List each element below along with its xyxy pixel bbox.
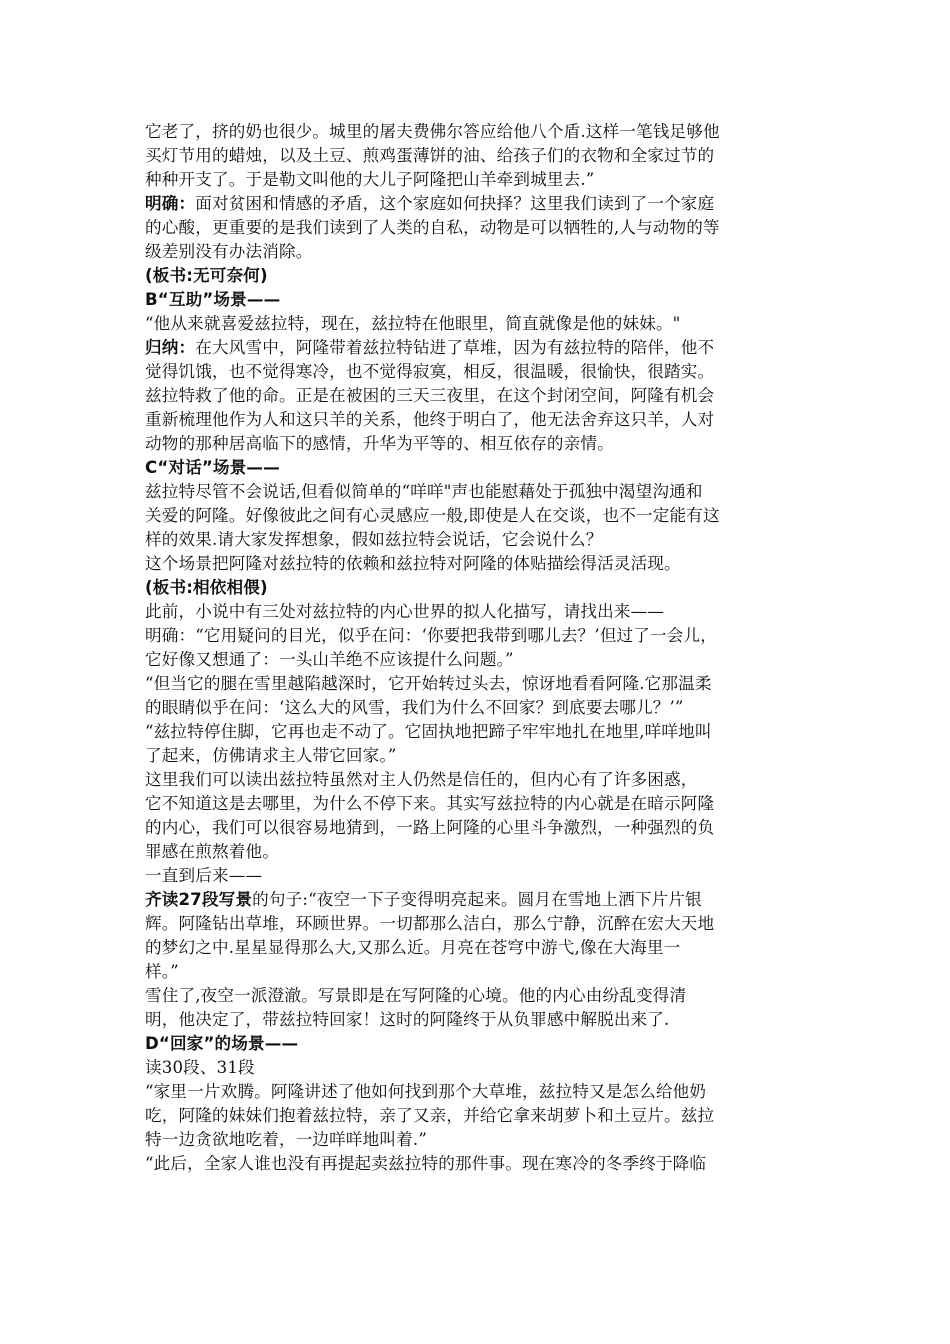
line-text: 明确：“它用疑问的目光，似乎在问：‘你要把我带到哪儿去？’但过了一会儿，	[145, 626, 718, 645]
text-line	[145, 600, 813, 624]
text-line	[145, 888, 813, 912]
text-line	[145, 120, 813, 144]
bold-label: (板书:无可奈何)	[145, 266, 268, 285]
text-line	[145, 1080, 813, 1104]
line-text: 这个场景把阿隆对兹拉特的依赖和兹拉特对阿隆的体贴描绘得活灵活现。	[145, 554, 681, 573]
line-text: 明，他决定了，带兹拉特回家！这时的阿隆终于从负罪感中解脱出来了.	[145, 1010, 670, 1029]
text-line	[145, 792, 813, 816]
line-text: 的内心，我们可以很容易地猜到，一路上阿隆的心里斗争激烈，一种强烈的负	[145, 818, 715, 837]
text-line	[145, 960, 813, 984]
text-line	[145, 840, 813, 864]
text-line	[145, 624, 813, 648]
text-line	[145, 696, 813, 720]
line-text: “家里一片欢腾。阿隆讲述了他如何找到那个大草堆，兹拉特又是怎么给他奶	[145, 1082, 707, 1101]
line-text: 读30段、31段	[145, 1058, 255, 1077]
line-text: 这里我们可以读出兹拉特虽然对主人仍然是信任的，但内心有了许多困惑，	[145, 770, 698, 789]
text-line	[145, 312, 813, 336]
text-line	[145, 1104, 813, 1128]
text-line	[145, 936, 813, 960]
text-line	[145, 240, 813, 264]
line-text: 样。”	[145, 962, 179, 981]
text-line	[145, 432, 813, 456]
text-line	[145, 168, 813, 192]
text-line	[145, 480, 813, 504]
line-text: 觉得饥饿，也不觉得寒冷，也不觉得寂寞，相反，很温暖，很愉快，很踏实。	[145, 362, 715, 381]
line-text: 它老了，挤的奶也很少。城里的屠夫费佛尔答应给他八个盾.这样一笔钱足够他	[145, 122, 720, 141]
line-text: 的眼睛似乎在问：‘这么大的风雪，我们为什么不回家？到底要去哪儿？’”	[145, 698, 684, 717]
bold-label: (板书:相依相偎)	[145, 578, 268, 597]
line-text: 它不知道这是去哪里，为什么不停下来。其实写兹拉特的内心就是在暗示阿隆	[145, 794, 715, 813]
line-text: 它好像又想通了：一头山羊绝不应该提什么问题。”	[145, 650, 514, 669]
text-line	[145, 984, 813, 1008]
line-text: “但当它的腿在雪里越陷越深时，它开始转过头去，惊讶地看看阿隆.它那温柔	[145, 674, 712, 693]
text-line	[145, 336, 813, 360]
line-text: 一直到后来——	[145, 866, 263, 885]
line-text: 面对贫困和情感的矛盾，这个家庭如何抉择？这里我们读到了一个家庭	[195, 194, 715, 213]
text-line	[145, 912, 813, 936]
line-text: 辉。阿隆钻出草堆，环顾世界。一切都那么洁白，那么宁静，沉醉在宏大天地	[145, 914, 715, 933]
line-text: “此后，全家人谁也没有再提起卖兹拉特的那件事。现在寒冷的冬季终于降临	[145, 1154, 707, 1173]
text-line	[145, 1152, 813, 1176]
line-text: 的梦幻之中.星星显得那么大,又那么近。月亮在苍穹中游弋,像在大海里一	[145, 938, 681, 957]
line-text: “他从来就喜爱兹拉特，现在，兹拉特在他眼里，简直就像是他的妹妹。"	[145, 314, 681, 333]
line-text: 买灯节用的蜡烛，以及土豆、煎鸡蛋薄饼的油、给孩子们的衣物和全家过节的	[145, 146, 715, 165]
text-line	[145, 576, 813, 600]
text-line	[145, 360, 813, 384]
line-text: 罪感在煎熬着他。	[145, 842, 279, 861]
line-text: 特一边贪欲地吃着，一边咩咩地叫着.”	[145, 1130, 427, 1149]
bold-label: 齐读27段写景	[145, 890, 253, 909]
text-line	[145, 456, 813, 480]
text-line	[145, 768, 813, 792]
text-line	[145, 1056, 813, 1080]
line-text: 重新梳理他作为人和这只羊的关系，他终于明白了，他无法舍弃这只羊，人对	[145, 410, 715, 429]
text-line	[145, 144, 813, 168]
text-line	[145, 528, 813, 552]
text-line	[145, 648, 813, 672]
line-text: 了起来，仿佛请求主人带它回家。”	[145, 746, 397, 765]
line-text: 兹拉特尽管不会说话,但看似简单的“咩咩"声也能慰藉处于孤独中渴望沟通和	[145, 482, 703, 501]
text-line	[145, 192, 813, 216]
text-line	[145, 288, 813, 312]
text-line	[145, 864, 813, 888]
text-line	[145, 1128, 813, 1152]
bold-label: 归纳：	[145, 338, 196, 357]
document-page	[145, 120, 813, 1176]
line-text: 此前，小说中有三处对兹拉特的内心世界的拟人化描写，请找出来——	[145, 602, 665, 621]
text-line	[145, 264, 813, 288]
line-text: “兹拉特停住脚，它再也走不动了。它固执地把蹄子牢牢地扎在地里,咩咩地叫	[145, 722, 712, 741]
bold-label: D“回家”的场景——	[145, 1034, 299, 1053]
bold-label: 明确：	[145, 194, 196, 213]
line-text: 的心酸，更重要的是我们读到了人类的自私，动物是可以牺牲的,人与动物的等	[145, 218, 720, 237]
bold-label: B“互助”场景——	[145, 290, 281, 309]
text-line	[145, 816, 813, 840]
text-line	[145, 216, 813, 240]
line-text: 在大风雪中，阿隆带着兹拉特钻进了草堆，因为有兹拉特的陪伴，他不	[195, 338, 715, 357]
text-line	[145, 552, 813, 576]
line-text: 种种开支了。于是勒文叫他的大儿子阿隆把山羊牵到城里去.”	[145, 170, 595, 189]
text-line	[145, 408, 813, 432]
line-text: 级差别没有办法消除。	[145, 242, 313, 261]
line-text: 雪住了,夜空一派澄澈。写景即是在写阿隆的心境。他的内心由纷乱变得清	[145, 986, 687, 1005]
text-line	[145, 720, 813, 744]
text-line	[145, 1008, 813, 1032]
text-line	[145, 1032, 813, 1056]
text-line	[145, 384, 813, 408]
text-line	[145, 504, 813, 528]
line-text: 关爱的阿隆。好像彼此之间有心灵感应一般,即使是人在交谈，也不一定能有这	[145, 506, 720, 525]
line-text: 的句子:“夜空一下子变得明亮起来。圆月在雪地上洒下片片银	[252, 890, 702, 909]
bold-label: C“对话”场景——	[145, 458, 280, 477]
line-text: 动物的那种居高临下的感情，升华为平等的、相互依存的亲情。	[145, 434, 614, 453]
line-text: 样的效果.请大家发挥想象，假如兹拉特会说话，它会说什么？	[145, 530, 603, 549]
line-text: 吃，阿隆的妹妹们抱着兹拉特，亲了又亲，并给它拿来胡萝卜和土豆片。兹拉	[145, 1106, 715, 1125]
line-text: 兹拉特救了他的命。正是在被困的三天三夜里，在这个封闭空间，阿隆有机会	[145, 386, 715, 405]
text-line	[145, 744, 813, 768]
text-line	[145, 672, 813, 696]
